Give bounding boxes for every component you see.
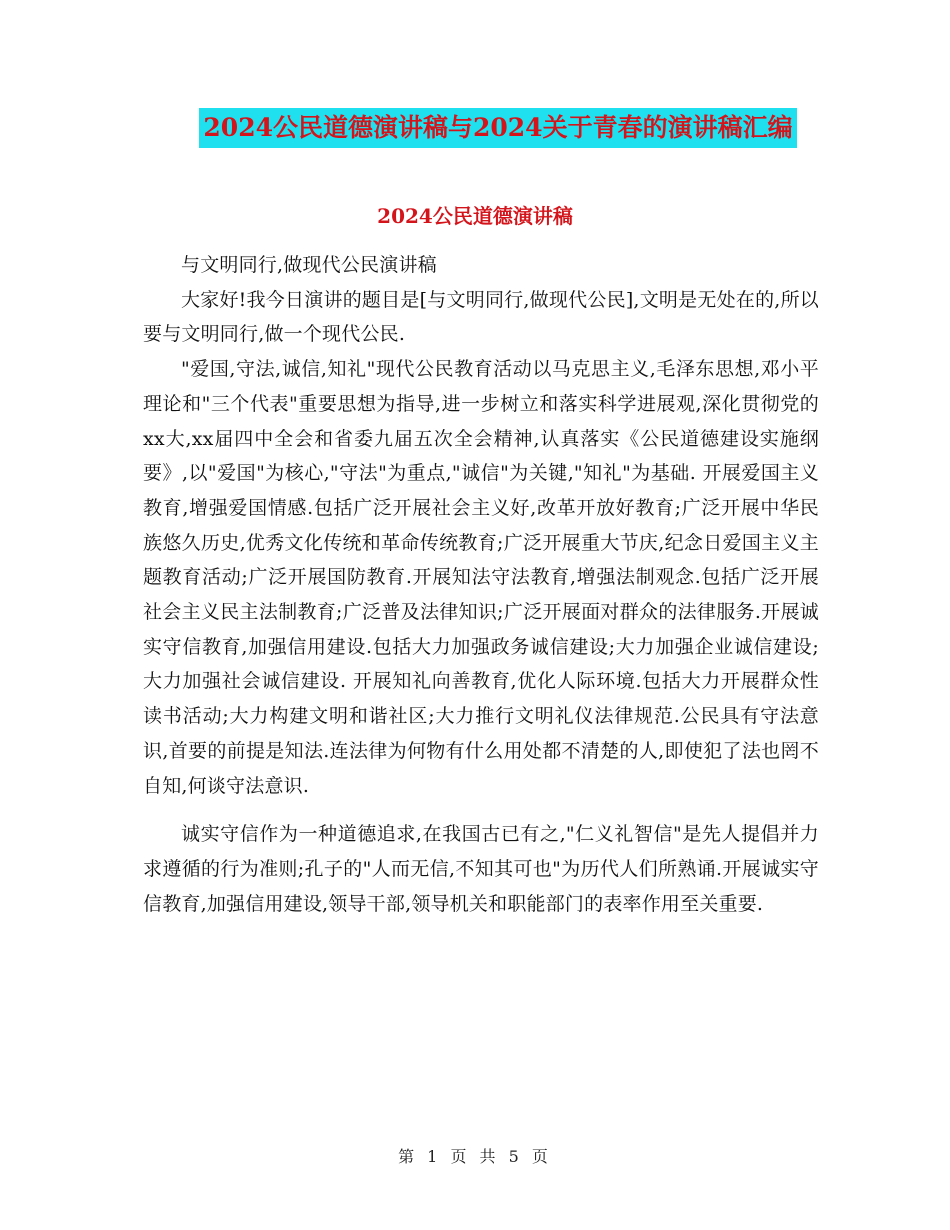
paragraph-main: "爱国,守法,诚信,知礼"现代公民教育活动以马克思主义,毛泽东思想,邓小平理论和"三个代表"重要思想为指导,进一步树立和落实科学进展观,深化贯彻党的xx大,xx届四中全会和省委九届五次全会精神,认真落实《公民道德建设实施纲要》,以"爱国"为核心,"守法"为重点,"诚信"为关键,"知礼"为基础. 开展爱国主义教育,增强爱国情感.包括广泛开展社会主义好,改革开放好教育;广泛开展中华民族悠久历史,优秀文化传统和革命传统教育;广泛开展重大节庆,纪念日爱国主义主题教育活动;广泛开展国防教育.开展知法守法教育,增强法制观念.包括广泛开展社会主义民主法制教育;广泛普及法律知识;广泛开展面对群众的法律服务.开展诚实守信教育,加强信用建设.包括大力加强政务诚信建设;大力加强企业诚信建设;大力加强社会诚信建设. 开展知礼向善教育,优化人际环境.包括大力开展群众性读书活动;大力构建文明和谐社区;大力推行文明礼仪法律规范.公民具有守法意识,首要的前提是知法.连法律为何物有什么用处都不清楚的人,即使犯了法也罔不自知,何谈守法意识. — [143, 358, 819, 797]
document-title-container — [0, 108, 950, 148]
document-title: 2024公民道德演讲稿与2024关于青春的演讲稿汇编 — [199, 108, 796, 148]
section-title: 2024公民道德演讲稿 — [377, 204, 573, 228]
paragraph-greeting: 大家好!我今日演讲的题目是[与文明同行,做现代公民],文明是无处在的,所以要与文明同行,做一个现代公民. — [143, 288, 819, 346]
paragraph-subtitle: 与文明同行,做现代公民演讲稿 — [181, 254, 437, 276]
paragraph-honesty: 诚实守信作为一种道德追求,在我国古已有之,"仁义礼智信"是先人提倡并力求遵循的行为准则;孔子的"人而无信,不知其可也"为历代人们所熟诵.开展诚实守信教育,加强信用建设,领导干部,领导机关和职能部门的表率作用至关重要. — [143, 823, 819, 915]
document-body — [143, 248, 819, 921]
page-footer: 第 1 页 共 5 页 — [398, 1147, 552, 1166]
